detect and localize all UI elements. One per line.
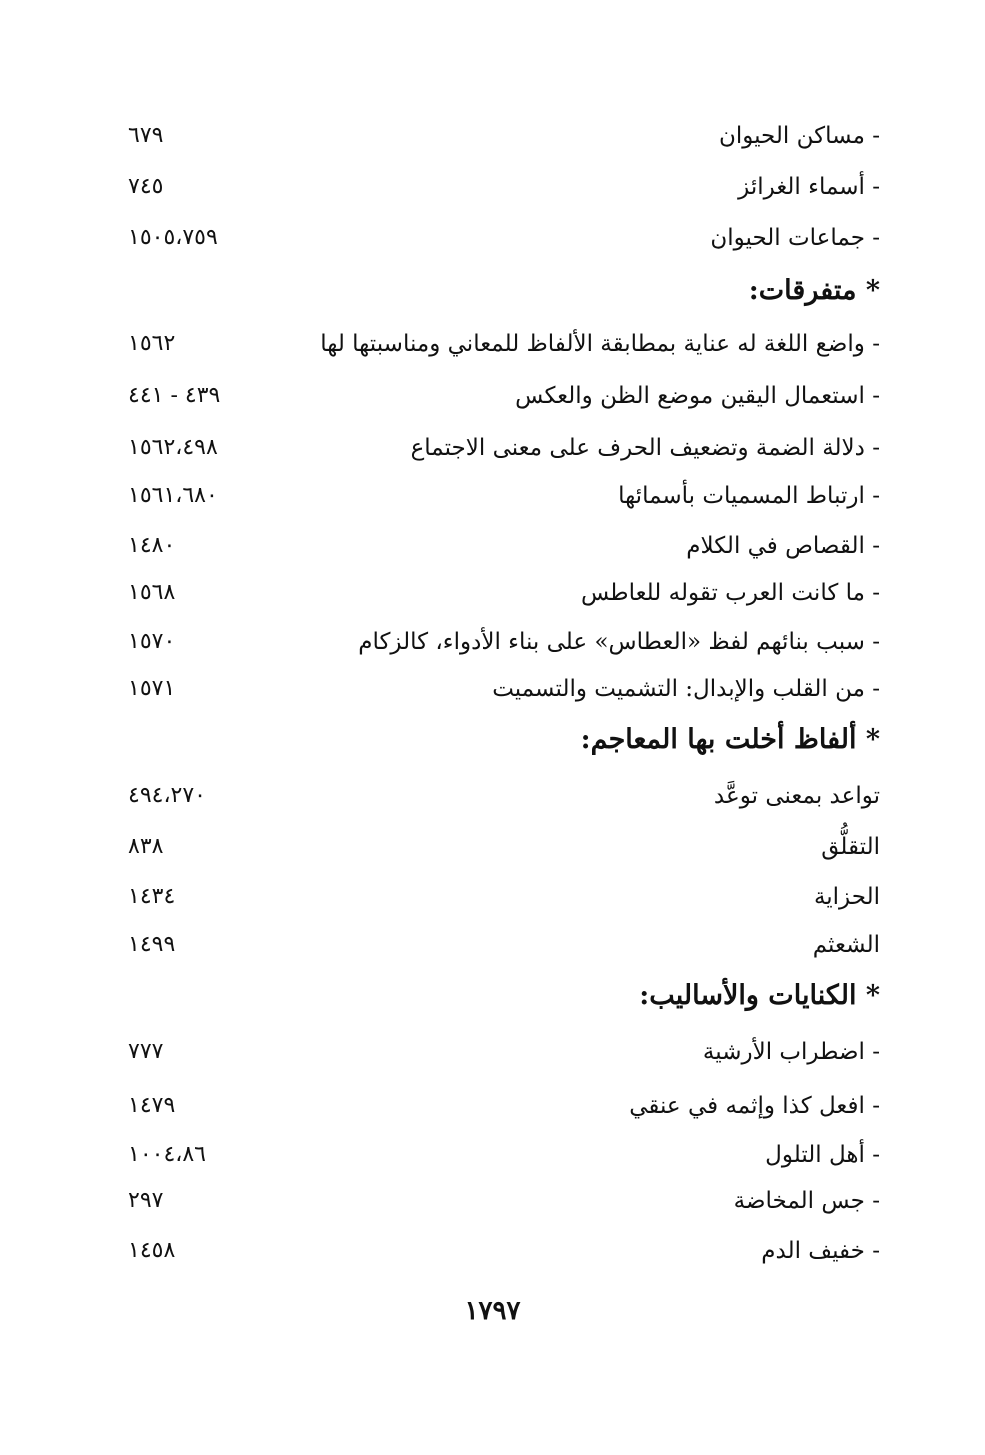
index-entry	[110, 873, 880, 921]
entry-pages: ٢٩٧	[128, 1188, 164, 1213]
section-heading-text: * متفرقات:	[748, 275, 880, 306]
index-entry	[110, 772, 880, 820]
entry-pages: ١٤٥٨	[128, 1238, 176, 1263]
page-number: ١٧٩٧	[464, 1296, 521, 1326]
entry-text: الحزاية	[813, 884, 880, 910]
section-heading-text: * الكنايات والأساليب:	[639, 980, 880, 1011]
entry-text: - اضطراب الأرشية	[702, 1039, 880, 1065]
entry-pages: ٤٩٤،٢٧٠	[128, 783, 206, 808]
entry-text: - أسماء الغرائز	[738, 174, 880, 200]
entry-pages: ١٥٠٥،٧٥٩	[128, 225, 218, 250]
entry-text: التقلُّق	[821, 834, 880, 860]
entry-pages: ٦٧٩	[128, 123, 164, 148]
index-entry	[110, 823, 880, 871]
index-entry	[110, 1082, 880, 1130]
entry-text: - جماعات الحيوان	[710, 225, 880, 251]
entry-text: الشعثم	[812, 932, 880, 958]
entry-text: تواعد بمعنى توعَّد	[713, 783, 880, 809]
entry-text: - واضع اللغة له عناية بمطابقة الألفاظ للمعاني ومناسبتها لها	[320, 331, 880, 357]
index-entry	[110, 214, 880, 262]
entry-text: - سبب بنائهم لفظ «العطاس» على بناء الأدواء، كالزكام	[358, 629, 880, 655]
index-entry	[110, 1227, 880, 1275]
entry-pages: ١٤٨٠	[128, 533, 176, 558]
entry-pages: ١٤٧٩	[128, 1093, 176, 1118]
section-heading	[110, 972, 880, 1020]
entry-pages: ١٥٦٢،٤٩٨	[128, 435, 218, 460]
index-entry	[110, 1131, 880, 1179]
entry-text: - دلالة الضمة وتضعيف الحرف على معنى الاجتماع	[410, 435, 880, 461]
index-entry	[110, 163, 880, 211]
entry-pages: ١٠٠٤،٨٦	[128, 1142, 206, 1167]
entry-text: - افعل كذا وإثمه في عنقي	[629, 1093, 880, 1119]
entry-text: - أهل التلول	[765, 1142, 880, 1168]
entry-pages: ١٥٧١	[128, 676, 176, 701]
entry-pages: ١٥٧٠	[128, 629, 176, 654]
index-entry	[110, 569, 880, 617]
entry-text: - خفيف الدم	[761, 1238, 880, 1264]
entry-pages: ٨٣٨	[128, 834, 164, 859]
entry-pages: ٧٤٥	[128, 174, 164, 199]
index-entry	[110, 921, 880, 969]
entry-text: - ارتباط المسميات بأسمائها	[618, 483, 880, 509]
entry-pages: ١٤٣٤	[128, 884, 176, 909]
entry-text: - ما كانت العرب تقوله للعاطس	[580, 580, 880, 606]
section-heading	[110, 267, 880, 315]
index-entry	[110, 424, 880, 472]
index-entry	[110, 112, 880, 160]
index-entry	[110, 472, 880, 520]
entry-text: - جس المخاضة	[733, 1188, 880, 1214]
index-entry	[110, 1028, 880, 1076]
index-entry	[110, 522, 880, 570]
entry-pages: ١٥٦٢	[128, 331, 176, 356]
entry-text: - مساكن الحيوان	[718, 123, 880, 149]
section-heading	[110, 716, 880, 764]
entry-pages: ١٥٦١،٦٨٠	[128, 483, 218, 508]
index-entry	[110, 320, 880, 368]
entry-text: - القصاص في الكلام	[686, 533, 880, 559]
section-heading-text: * ألفاظ أخلت بها المعاجم:	[580, 724, 880, 755]
entry-text: - استعمال اليقين موضع الظن والعكس	[515, 383, 880, 409]
entry-pages: ٤٣٩ - ٤٤١	[128, 383, 221, 408]
entry-pages: ٧٧٧	[128, 1039, 164, 1064]
index-entry	[110, 372, 880, 420]
entry-pages: ١٥٦٨	[128, 580, 176, 605]
entry-pages: ١٤٩٩	[128, 932, 176, 957]
index-entry	[110, 665, 880, 713]
index-entry	[110, 1177, 880, 1225]
entry-text: - من القلب والإبدال: التشميت والتسميت	[492, 676, 880, 702]
index-entry	[110, 618, 880, 666]
